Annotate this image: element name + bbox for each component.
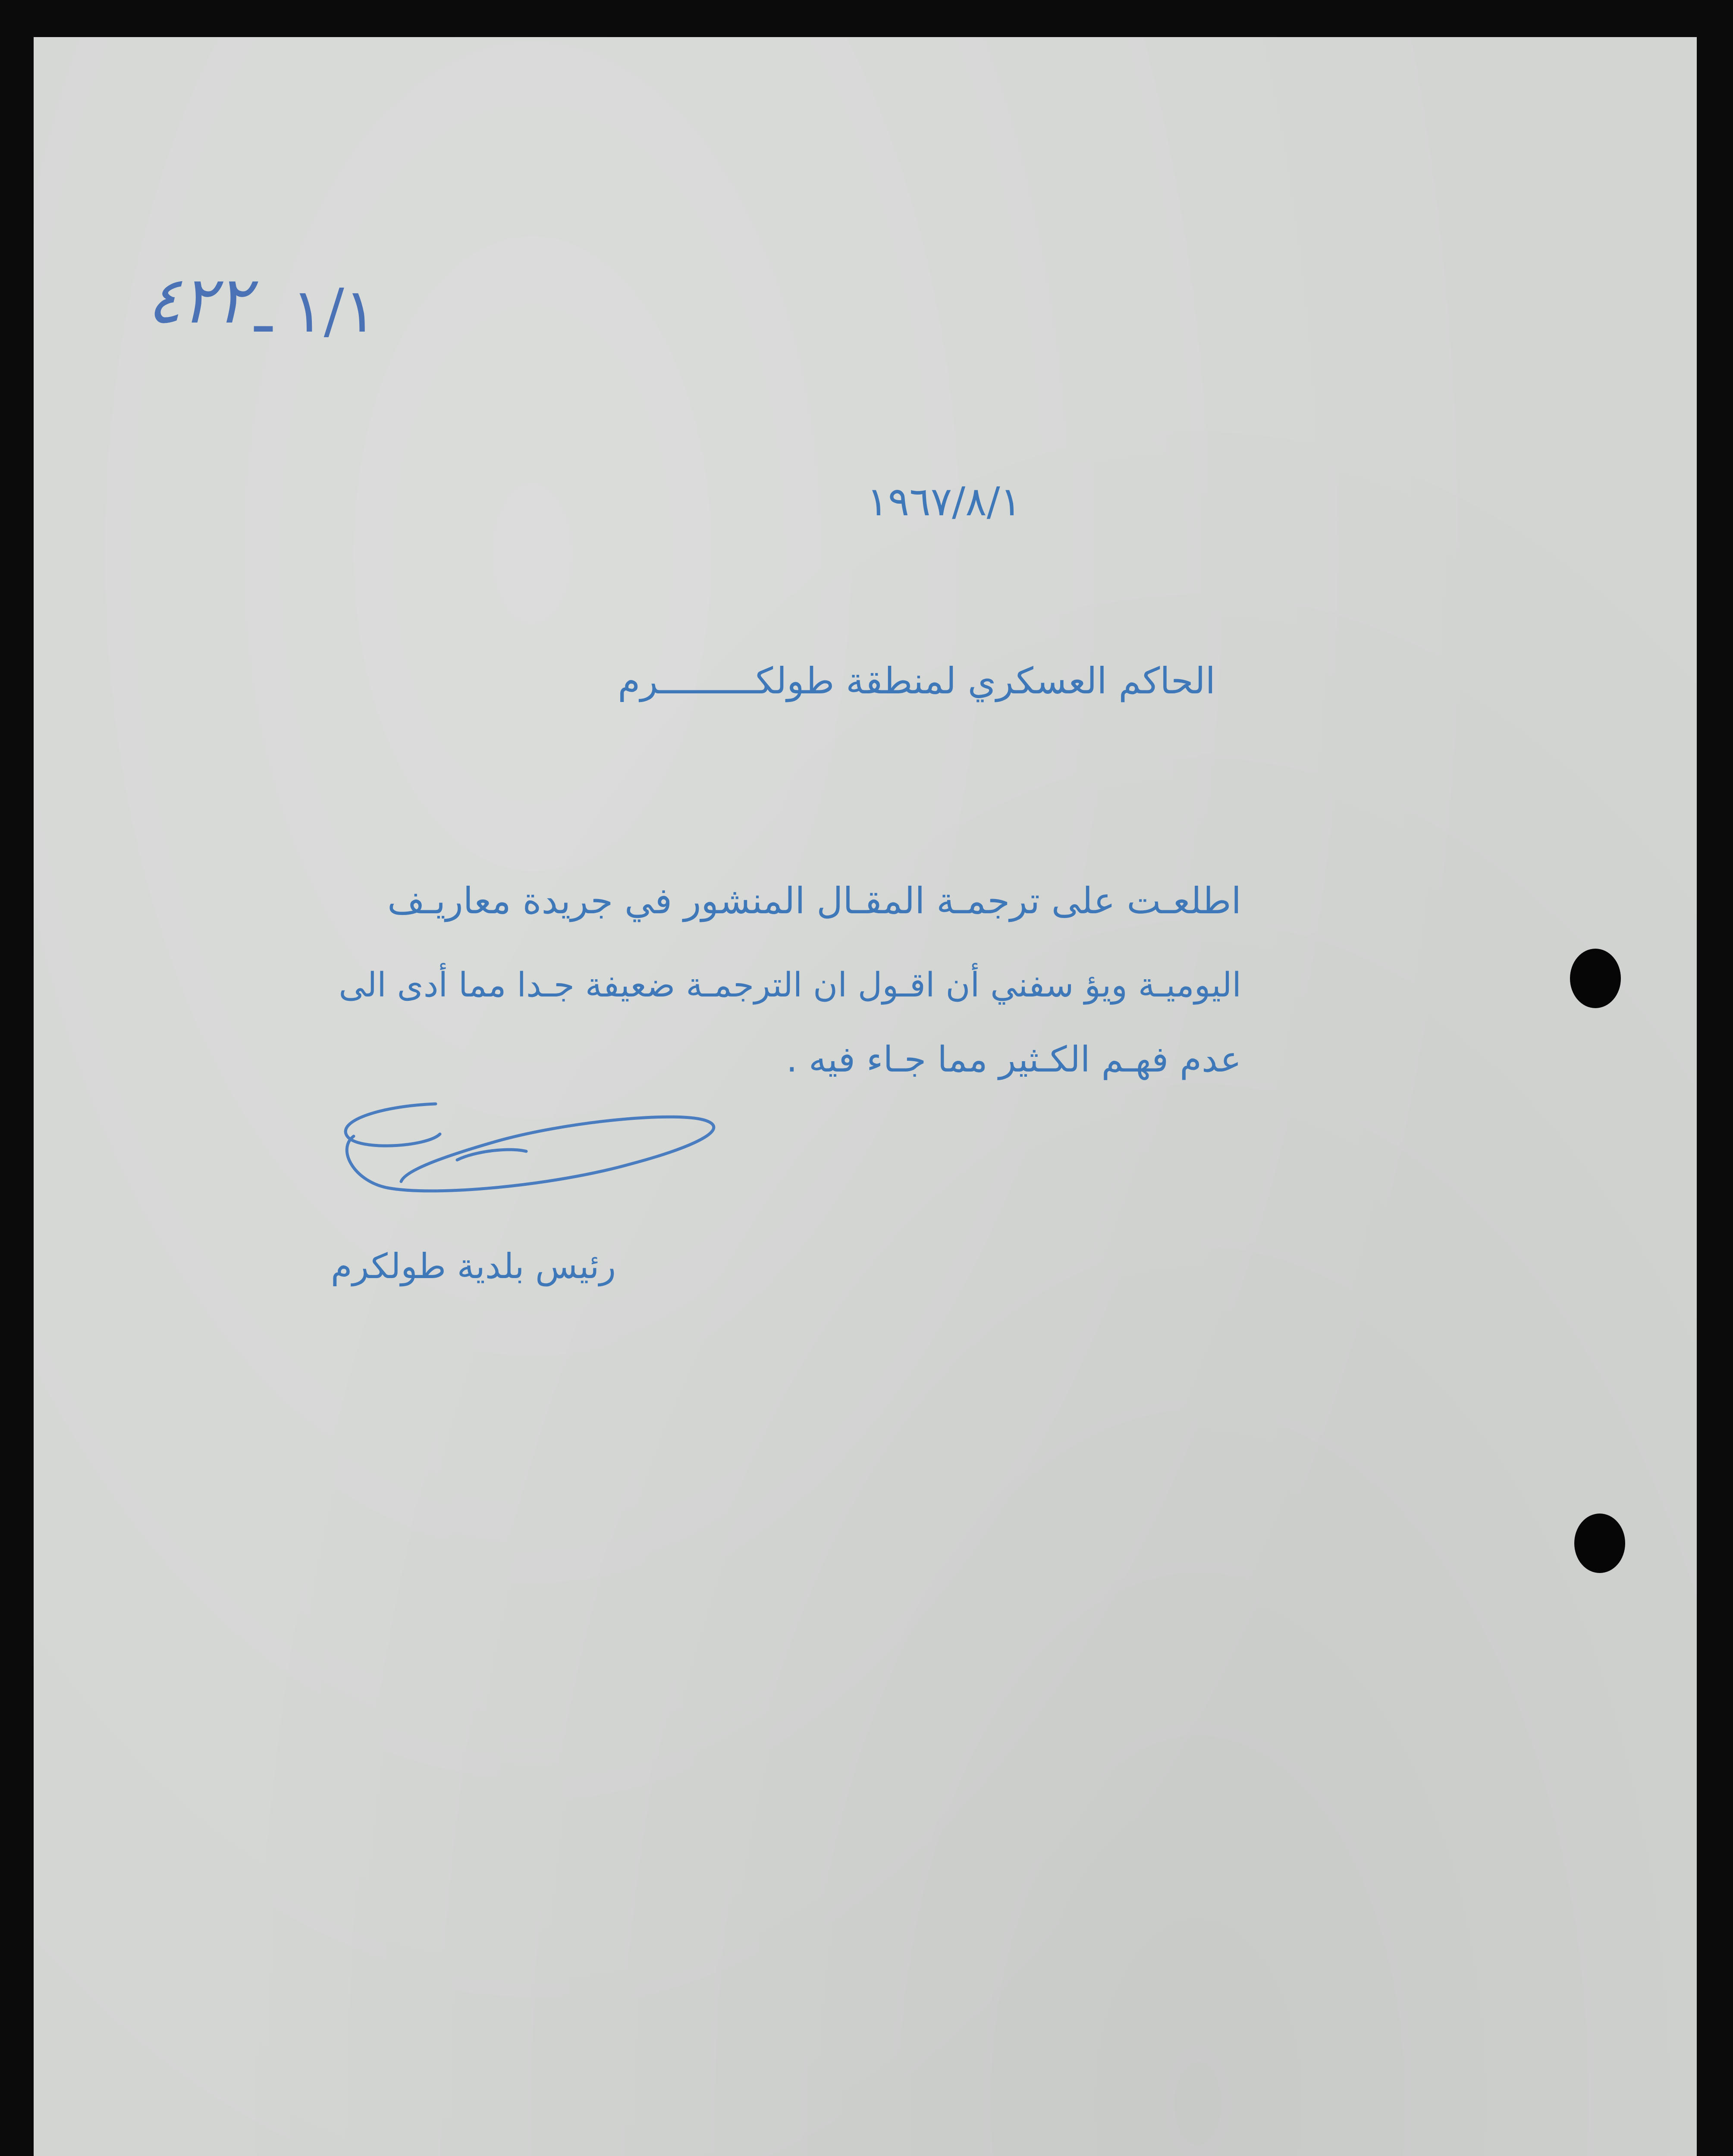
punch-hole-bottom: [1574, 1514, 1625, 1573]
file-ref-number: ٤٢٢: [147, 263, 251, 338]
punch-hole-top: [1570, 949, 1621, 1008]
paper-sheet: [34, 37, 1697, 2156]
recipient-line: الحاكم العسكري لمنطقة طولكـــــــــرم: [618, 660, 1215, 702]
file-ref-fraction: ١/١ ـ: [254, 276, 377, 346]
body-line-3: عدم فهـم الكـثير مما جـاء فيه .: [786, 1039, 1241, 1080]
signatory-title: رئيس بلدية طولكرم: [330, 1246, 616, 1286]
signature: [328, 1095, 759, 1225]
body-line-1: اطلعـت على ترجمـة المقـال المنشور في جريدة معاريـف: [387, 880, 1241, 922]
document-date: ١٩٦٧/٨/١: [866, 479, 1021, 525]
body-line-2: اليوميـة ويؤ سفني أن اقـول ان الترجمـة ضعيفة جـدا مما أدى الى: [339, 966, 1241, 1005]
